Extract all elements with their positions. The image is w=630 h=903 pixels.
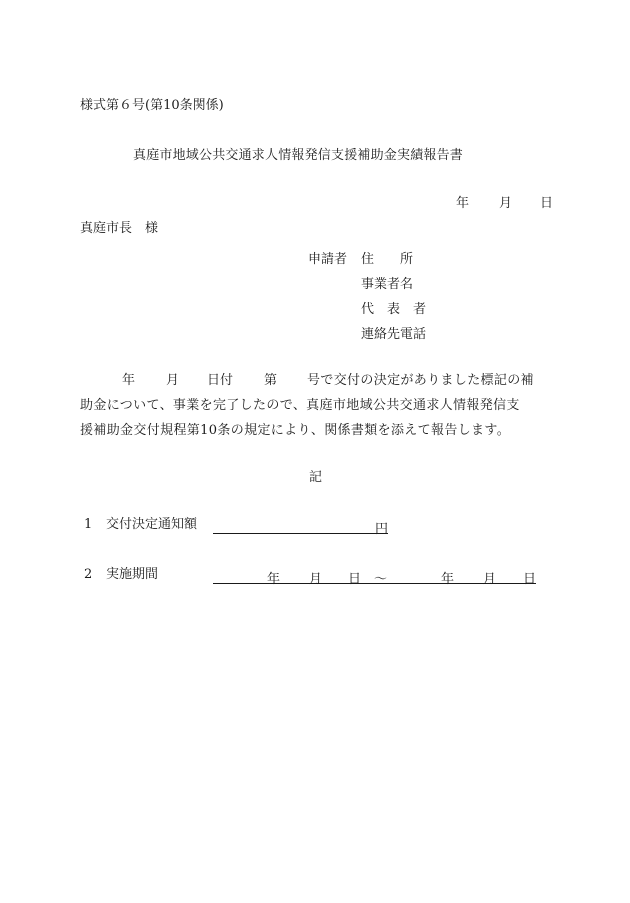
body-day-suffix: 日付 <box>207 373 234 388</box>
period-end-year: 年 <box>441 572 455 587</box>
applicant-business-name-label: 事業者名 <box>361 277 414 292</box>
body-rest: 号で交付の決定がありました標記の補 <box>307 373 534 388</box>
addressee: 真庭市長 様 <box>80 221 159 236</box>
body-no-prefix: 第 <box>264 373 278 388</box>
amount-unit: 円 <box>375 522 389 537</box>
submission-date <box>456 197 556 211</box>
period-end-day: 日 <box>523 572 537 587</box>
ki-heading: 記 <box>309 470 323 485</box>
period-start-day: 日 <box>348 572 362 587</box>
date-year: 年 <box>456 196 470 211</box>
body-line-3: 援補助金交付規程第10条の規定により、関係書類を添えて報告します。 <box>80 423 511 438</box>
body-year: 年 <box>122 373 136 388</box>
body-line-1 <box>80 374 550 388</box>
item-2-number: 2 <box>84 567 93 582</box>
applicant-address-label: 住 所 <box>361 252 414 267</box>
applicant-representative-label: 代 表 者 <box>361 302 427 317</box>
body-line-2: 助金について、事業を完了したので、真庭市地域公共交通求人情報発信支 <box>80 398 520 413</box>
applicant-phone-label: 連絡先電話 <box>361 327 427 342</box>
period-tilde: ～ <box>374 572 388 587</box>
period-end-month: 月 <box>483 572 497 587</box>
form-number: 様式第６号(第10条関係) <box>80 98 224 113</box>
amount-field[interactable] <box>213 518 389 537</box>
period-field[interactable] <box>213 568 537 587</box>
date-month: 月 <box>499 196 513 211</box>
period-start-month: 月 <box>309 572 323 587</box>
applicant-label: 申請者 <box>308 252 348 267</box>
item-2-label: 実施期間 <box>106 567 159 582</box>
document-title: 真庭市地域公共交通求人情報発信支援補助金実績報告書 <box>133 148 464 163</box>
item-1-number: 1 <box>84 517 93 532</box>
body-month: 月 <box>166 373 180 388</box>
date-day: 日 <box>540 196 554 211</box>
item-1-label: 交付決定通知額 <box>106 517 198 532</box>
period-start-year: 年 <box>267 572 281 587</box>
